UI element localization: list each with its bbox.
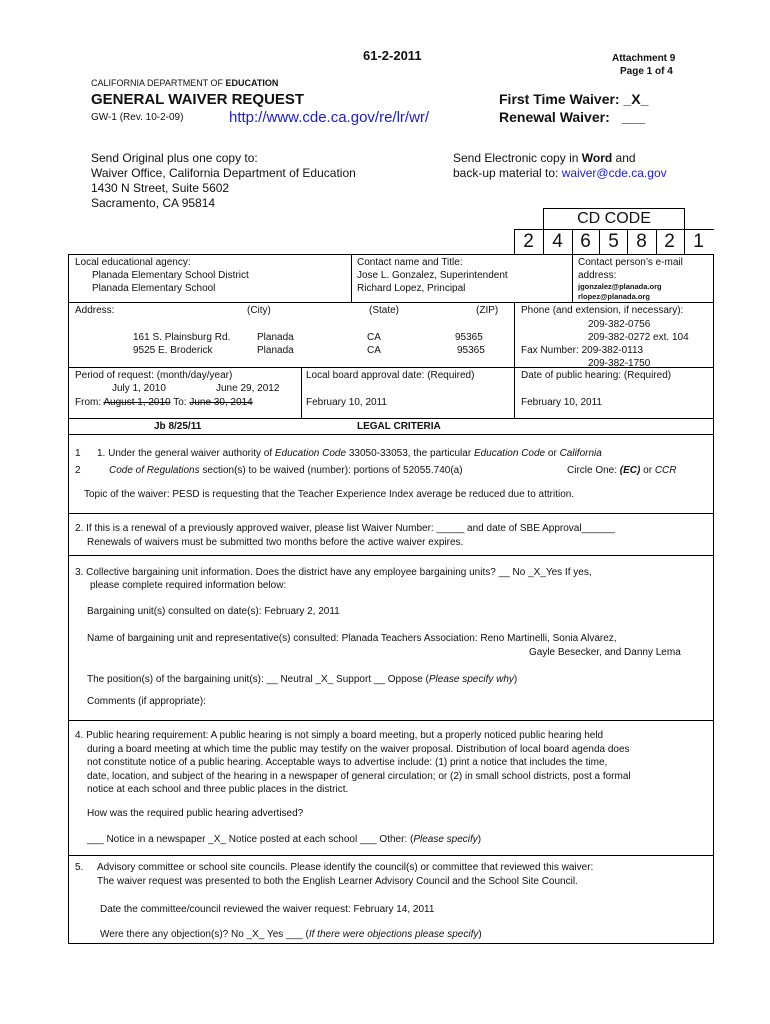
agency-block: Local educational agency: Planada Elementary School District Planada Elementary School	[75, 257, 249, 294]
board-approval-label: Local board approval date: (Required)	[306, 370, 475, 381]
state-label: (State)	[369, 305, 400, 316]
period-old-dates: From: August 1, 2010 To: June 30, 2014	[75, 397, 253, 408]
period-new-from: July 1, 2010	[112, 383, 166, 394]
bargaining-question: 3. Collective bargaining unit information. Does the district have any employee bargaining units? __ No _X_Yes If yes,	[75, 567, 592, 578]
attachment-label: Attachment 9	[612, 53, 676, 64]
cd-digit: 2	[664, 231, 675, 252]
reviewer-initials: Jb 8/25/11	[154, 421, 202, 432]
cd-digit: 2	[523, 231, 534, 252]
section5-number: 5.	[75, 862, 84, 873]
bargaining-comments: Comments (if appropriate):	[87, 696, 206, 707]
bargaining-unit-name: Name of bargaining unit and representative(s) consulted: Planada Teachers Association: Reno Martinelli, Sonia Alvarez,	[87, 633, 617, 644]
period-new-to: June 29, 2012	[216, 383, 280, 394]
form-date: 61-2-2011	[363, 48, 422, 63]
period-label: Period of request: (month/day/year)	[75, 370, 233, 381]
committee-review-date: Date the committee/council reviewed the waiver request: February 14, 2011	[100, 904, 435, 915]
bargaining-unit-name-cont: Gayle Besecker, and Danny Lema	[529, 647, 681, 658]
page-number: Page 1 of 4	[620, 66, 673, 77]
legal-num-1: 1	[75, 448, 81, 459]
bargaining-position: The position(s) of the bargaining unit(s): __ Neutral _X_ Support __ Oppose (Please specify why)	[87, 674, 518, 685]
legal-num-2: 2	[75, 465, 81, 476]
circle-one: Circle One: (EC) or CCR	[567, 465, 677, 476]
renewal-note: Renewals of waivers must be submitted two months before the active waiver expires.	[87, 537, 464, 548]
legal-criteria-heading: LEGAL CRITERIA	[357, 421, 441, 432]
city-1: Planada	[257, 332, 294, 343]
send-electronic-block: Send Electronic copy in Word and back-up material to: waiver@cde.ca.gov	[453, 151, 667, 180]
cd-code-label: CD CODE	[577, 210, 651, 227]
cd-digit: 1	[693, 231, 704, 252]
cd-digit: 6	[580, 231, 591, 252]
cde-waiver-link[interactable]: http://www.cde.ca.gov/re/lr/wr/	[229, 109, 430, 126]
hearing-advertised-options: ___ Notice in a newspaper _X_ Notice posted at each school ___ Other: (Please specify)	[87, 834, 482, 845]
hearing-label: Date of public hearing: (Required)	[521, 370, 672, 381]
city-2: Planada	[257, 345, 294, 356]
street-1: 161 S. Plainsburg Rd.	[133, 332, 231, 343]
advisory-committee-answer: The waiver request was presented to both the English Learner Advisory Council and the School Site Council.	[97, 876, 578, 887]
contact-emails: jgonzalez@planada.org rlopez@planada.org	[578, 282, 662, 301]
address-label: Address:	[75, 305, 115, 316]
form-code: GW-1 (Rev. 10-2-09)	[91, 112, 184, 123]
zip-1: 95365	[455, 332, 483, 343]
waiver-email-link[interactable]: waiver@cde.ca.gov	[561, 166, 667, 180]
public-hearing-paragraph: 4. Public hearing requirement: A public hearing is not simply a board meeting, but a properly noticed public hearing held during a board meeting at which time the public may testify on the waiver proposal. Distribution of local board agenda does not constitute notice of a public hearing. Acceptable ways to advertise include: (1) print a notice that includes the time, date, location, and subject of the hearing in a newspaper of general circulation; or (2) in small school districts, post a formal notice at each school and three public places in the district.	[75, 730, 631, 795]
phone-2: 209-382-0272 ext. 104	[588, 332, 689, 343]
hearing-date: February 10, 2011	[521, 397, 602, 408]
email-block: Contact person’s e-mail address:	[578, 257, 683, 281]
renewal-question: 2. If this is a renewal of a previously approved waiver, please list Waiver Number: _____ and date of SBE Approval______	[75, 523, 615, 534]
send-original-block: Send Original plus one copy to: Waiver Office, California Department of Education 1430 N Street, Suite 5602 Sacramento, CA 95814	[91, 151, 356, 210]
street-2: 9525 E. Broderick	[133, 345, 213, 356]
cd-digit: 8	[636, 231, 647, 252]
fax-number-2: 209-382-1750	[588, 358, 651, 369]
objections-question: Were there any objection(s)? No _X_ Yes ___ (If there were objections please specify)	[100, 929, 482, 940]
state-2: CA	[367, 345, 381, 356]
phone-1: 209-382-0756	[588, 319, 651, 330]
phone-label: Phone (and extension, if necessary):	[521, 305, 684, 316]
legal-line-1: 1. Under the general waiver authority of Education Code 33050-33053, the particular Education Code or California	[97, 448, 602, 459]
bargaining-instruction: please complete required information below:	[90, 580, 287, 591]
first-time-waiver: First Time Waiver: _X_	[499, 91, 649, 107]
waiver-topic: Topic of the waiver: PESD is requesting that the Teacher Experience Index average be reduced due to attrition.	[84, 489, 575, 500]
advisory-committee-question: Advisory committee or school site councils. Please identify the council(s) or committee that reviewed this waiver:	[97, 862, 594, 873]
form-title: GENERAL WAIVER REQUEST	[91, 91, 305, 108]
cd-digit: 5	[608, 231, 619, 252]
zip-2: 95365	[457, 345, 485, 356]
bargaining-consulted-date: Bargaining unit(s) consulted on date(s): February 2, 2011	[87, 606, 340, 617]
board-approval-date: February 10, 2011	[306, 397, 387, 408]
city-label: (City)	[247, 305, 271, 316]
fax-number: Fax Number: 209-382-0113	[521, 345, 644, 356]
zip-label: (ZIP)	[476, 305, 499, 316]
contact-block: Contact name and Title: Jose L. Gonzalez, Superintendent Richard Lopez, Principal	[357, 257, 508, 294]
cd-digit: 4	[552, 231, 563, 252]
department-name: CALIFORNIA DEPARTMENT OF EDUCATION	[91, 78, 279, 88]
hearing-advertised-question: How was the required public hearing advertised?	[87, 808, 304, 819]
state-1: CA	[367, 332, 381, 343]
renewal-waiver: Renewal Waiver: ___	[499, 109, 645, 125]
legal-line-2: Code of Regulations section(s) to be waived (number): portions of 52055.740(a)	[109, 465, 463, 476]
